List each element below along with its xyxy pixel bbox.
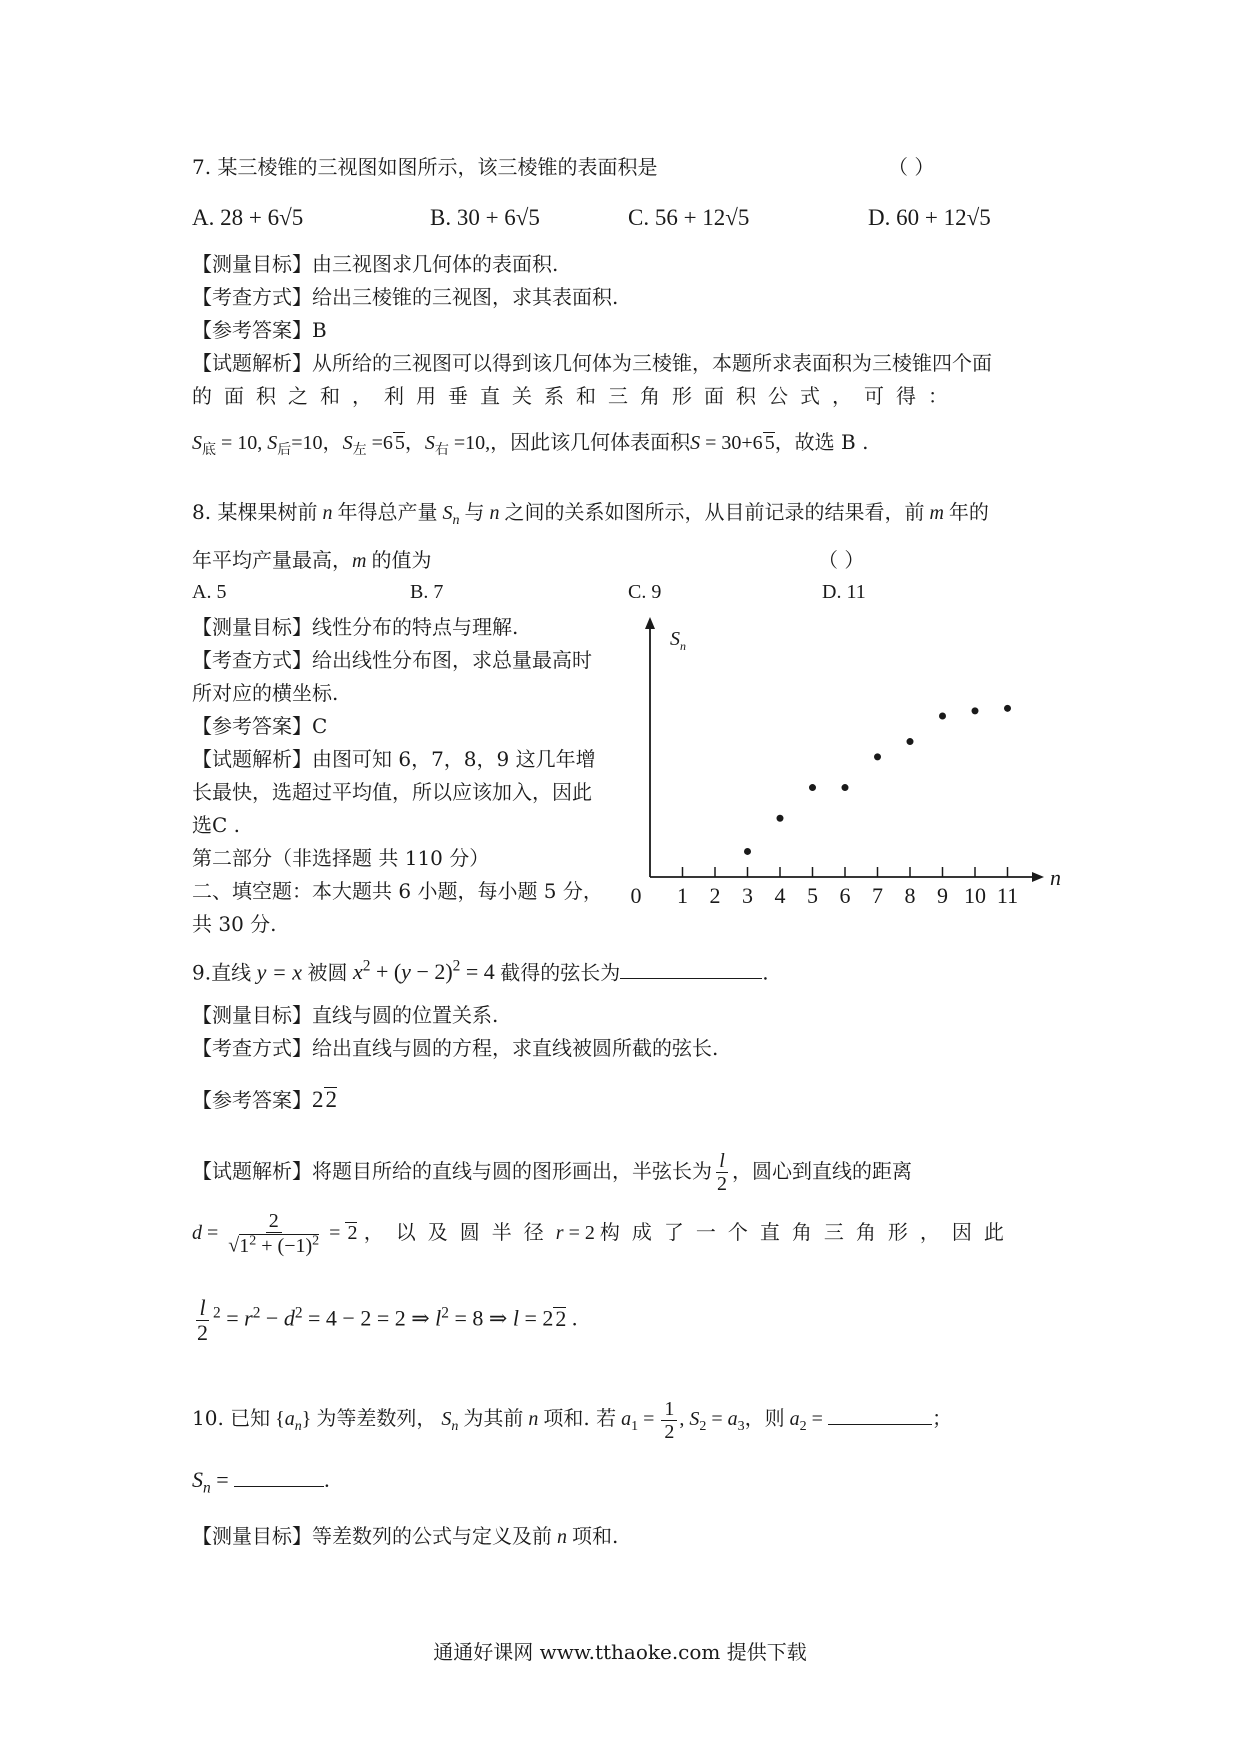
q8-var-m: m (924, 502, 949, 524)
q7-analysis-1: 【试题解析】从所给的三视图可以得到该几何体为三棱锥，本题所求表面积为三棱锥四个面 (192, 351, 992, 375)
q8-var-m2: m (352, 550, 372, 572)
q8-stem-line-2 (192, 548, 431, 573)
q7-option-c: C. 56 + 12√5 (628, 205, 750, 230)
x-tick-label: 6 (839, 883, 851, 908)
q10-sn-blank (234, 1466, 324, 1487)
q9-tail: 截得的弦长为 (500, 960, 621, 985)
q9-circle-eq: $x^2 + (y - 2)^2 = 4$ (352, 958, 501, 985)
q9-target: 【测量目标】直线与圆的位置关系. (192, 1003, 499, 1027)
q8-var-sn: $S_n$ (437, 502, 460, 528)
q10-condition: $a_1$ = $\frac{1}{2}$ , $S_2 = a_3$ (621, 1398, 745, 1443)
q7-option-d: D. 60 + 12√5 (868, 205, 991, 230)
x-tick-label: 0 (630, 883, 642, 908)
q7-method: 【考查方式】给出三棱锥的三视图，求其表面积. (192, 285, 619, 309)
q10-sn-line: $S_n$ = . (192, 1467, 330, 1497)
x-tick-label: 1 (677, 883, 688, 908)
part2-heading: 第二部分（非选择题 共 110 分） (192, 846, 490, 870)
y-axis-label: $S_n$ (670, 628, 686, 653)
q9-analysis-2b: 构成了一个直角三角形，因此 (599, 1219, 1016, 1244)
q9-distance-value: = 2 (324, 1221, 358, 1244)
q8-stem-1c: 与 (464, 500, 485, 524)
q8-var-n: n (317, 502, 338, 524)
q8-stem-1b: 年得总产量 (337, 500, 438, 524)
q7-target: 【测量目标】由三视图求几何体的表面积. (192, 252, 559, 276)
q9-answer (192, 1086, 337, 1114)
y-axis-arrow (645, 617, 655, 629)
data-point (907, 738, 914, 745)
q10-target-tail: 项和. (572, 1524, 619, 1548)
q8-option-b: B. 7 (410, 581, 444, 603)
x-tick-label: 10 (964, 883, 986, 908)
q7-analysis-3-end: ，故选 B . (774, 430, 869, 454)
q8-option-c: C. 9 (628, 581, 662, 603)
q9-lead: 9.直线 (192, 960, 252, 985)
data-point (874, 753, 881, 760)
x-tick-label: 4 (774, 883, 786, 908)
q9-analysis-1 (192, 1150, 912, 1195)
q9-l-over-2: $\frac{l}{2}$ (197, 1295, 208, 1346)
q9-distance-d: d (192, 1221, 202, 1244)
q7-answer: 【参考答案】B (192, 318, 327, 342)
q7-stem-text: 7. 某三棱锥的三视图如图所示，该三棱锥的表面积是 (192, 155, 658, 179)
q7-analysis-3-tail: ，因此该几何体表面积 (490, 430, 691, 454)
q10-n: n (523, 1408, 544, 1431)
x-tick-label: 9 (937, 883, 948, 908)
q10-target-n: n (552, 1526, 572, 1548)
q8-option-a: A. 5 (192, 581, 227, 603)
x-tick-label: 7 (872, 883, 883, 908)
section2-line-1: 二、填空题：本大题共 6 小题，每小题 5 分， (192, 879, 603, 903)
q8-stem-1a: 8. 某棵果树前 (192, 500, 318, 524)
q10-target-text: 【测量目标】等差数列的公式与定义及前 (192, 1524, 552, 1548)
q10-a2: 为其前 (463, 1406, 524, 1431)
q9-answer-blank (620, 958, 762, 979)
q10-a5: ； (931, 1406, 952, 1431)
q10-seq: $\{a_n\}$ (270, 1408, 317, 1435)
q9-end: . (762, 960, 769, 985)
q10-a2-blank (828, 1404, 932, 1425)
q7-surface-values: $S_底 = 10$, $S_后=10$，$S_左 =6$ 5，$S_右 =10$, (192, 432, 491, 458)
q8-analysis-1: 【试题解析】由图可知 6，7，8，9 这几年增 (192, 747, 596, 771)
q8-analysis-3: 选C . (192, 813, 241, 837)
q10-stem (192, 1398, 952, 1443)
x-ticks (631, 867, 1019, 908)
sn-scatter-chart (630, 615, 1070, 908)
q8-method-1: 【考查方式】给出线性分布图，求总量最高时 (192, 648, 592, 672)
data-points (744, 705, 1011, 855)
q10-sn: $S_n$ (436, 1408, 459, 1435)
q10-lead: 10. 已知 (192, 1406, 271, 1431)
x-axis-arrow (1032, 872, 1044, 882)
x-tick-label: 11 (996, 883, 1019, 908)
data-point (1004, 705, 1011, 712)
q9-analysis-2: d = $\frac{2}{√1^2 + (-1)^2}$ = 2 ，以及圆半径r = 2 构成了一个直角三角形，因此 (192, 1210, 1016, 1257)
q10-a4: ，则 (744, 1406, 785, 1431)
q10-target (192, 1524, 618, 1549)
q7-analysis-2: 的面积之和，利用垂直关系和三角形面积公式，可得： (192, 384, 960, 408)
q9-line-eq: y = x (251, 959, 308, 985)
x-axis-label: n (1050, 865, 1061, 890)
q7-option-a: A. 28 + 6√5 (192, 205, 304, 230)
q8-option-d: D. 11 (822, 581, 866, 603)
q8-answer: 【参考答案】C (192, 714, 328, 738)
x-tick-label: 2 (709, 883, 721, 908)
q7-stem (192, 155, 657, 179)
data-point (939, 713, 946, 720)
q9-analysis-1a: 【试题解析】将题目所给的直线与圆的图形画出，半弦长为 (192, 1159, 712, 1183)
q8-stem-2b: 的值为 (371, 548, 432, 572)
q9-answer-value: 22 (312, 1087, 337, 1112)
q8-method-2: 所对应的横坐标. (192, 681, 339, 705)
q9-analysis-2-text: ，以及圆半径 (363, 1219, 556, 1244)
q9-stem (192, 958, 769, 986)
data-point (744, 848, 751, 855)
q9-distance-frac: $\frac{2}{√1^2 + (-1)^2}$ (228, 1210, 320, 1257)
q9-analysis-1b: ，圆心到直线的距离 (732, 1159, 912, 1183)
x-tick-label: 5 (807, 883, 818, 908)
q8-target: 【测量目标】线性分布的特点与理解. (192, 615, 519, 639)
q7-bracket: （ ） (888, 155, 935, 179)
q8-stem-line-1 (192, 500, 989, 530)
data-point (972, 707, 979, 714)
section2-line-2: 共 30 分. (192, 912, 277, 936)
q8-stem-1d: 之间的关系如图所示，从目前记录的结果看，前 (504, 500, 925, 524)
data-point (777, 815, 784, 822)
q7-surface-total: S = 30+6 5 (690, 432, 775, 454)
q9-analysis-3: $\frac{l}{2}$ $^2 = r^2 - d^2 = 4 - 2 = 2$ ⇒ $l^2 = 8$ ⇒ l = 22 . (192, 1296, 577, 1345)
x-tick-label: 3 (742, 883, 753, 908)
q10-a2-expr: $a_2$ = (789, 1408, 828, 1435)
x-tick-label: 8 (904, 883, 916, 908)
q9-method: 【考查方式】给出直线与圆的方程，求直线被圆所截的弦长. (192, 1036, 719, 1060)
q10-a3: 项和. 若 (543, 1406, 617, 1431)
page-footer: 通通好课网 www.tthaoke.com 提供下载 (433, 1640, 807, 1664)
q8-analysis-2: 长最快，选超过平均值，所以应该加入，因此 (192, 780, 592, 804)
q7-analysis-3 (192, 430, 868, 460)
q7-option-b: B. 30 + 6√5 (430, 205, 540, 230)
q9-radius: r (555, 1221, 564, 1244)
q8-bracket: （ ） (818, 548, 865, 572)
q9-answer-label: 【参考答案】 (192, 1088, 312, 1112)
q9-half-chord: $\frac{l}{2}$ (717, 1150, 727, 1195)
q9-mid: 被圆 (307, 960, 348, 985)
data-point (809, 784, 816, 791)
q8-stem-1e: 年的 (948, 500, 989, 524)
q8-stem-2a: 年平均产量最高， (192, 548, 352, 572)
data-point (842, 784, 849, 791)
q10-a1: 为等差数列， (316, 1406, 437, 1431)
q8-var-n2: n (484, 502, 505, 524)
